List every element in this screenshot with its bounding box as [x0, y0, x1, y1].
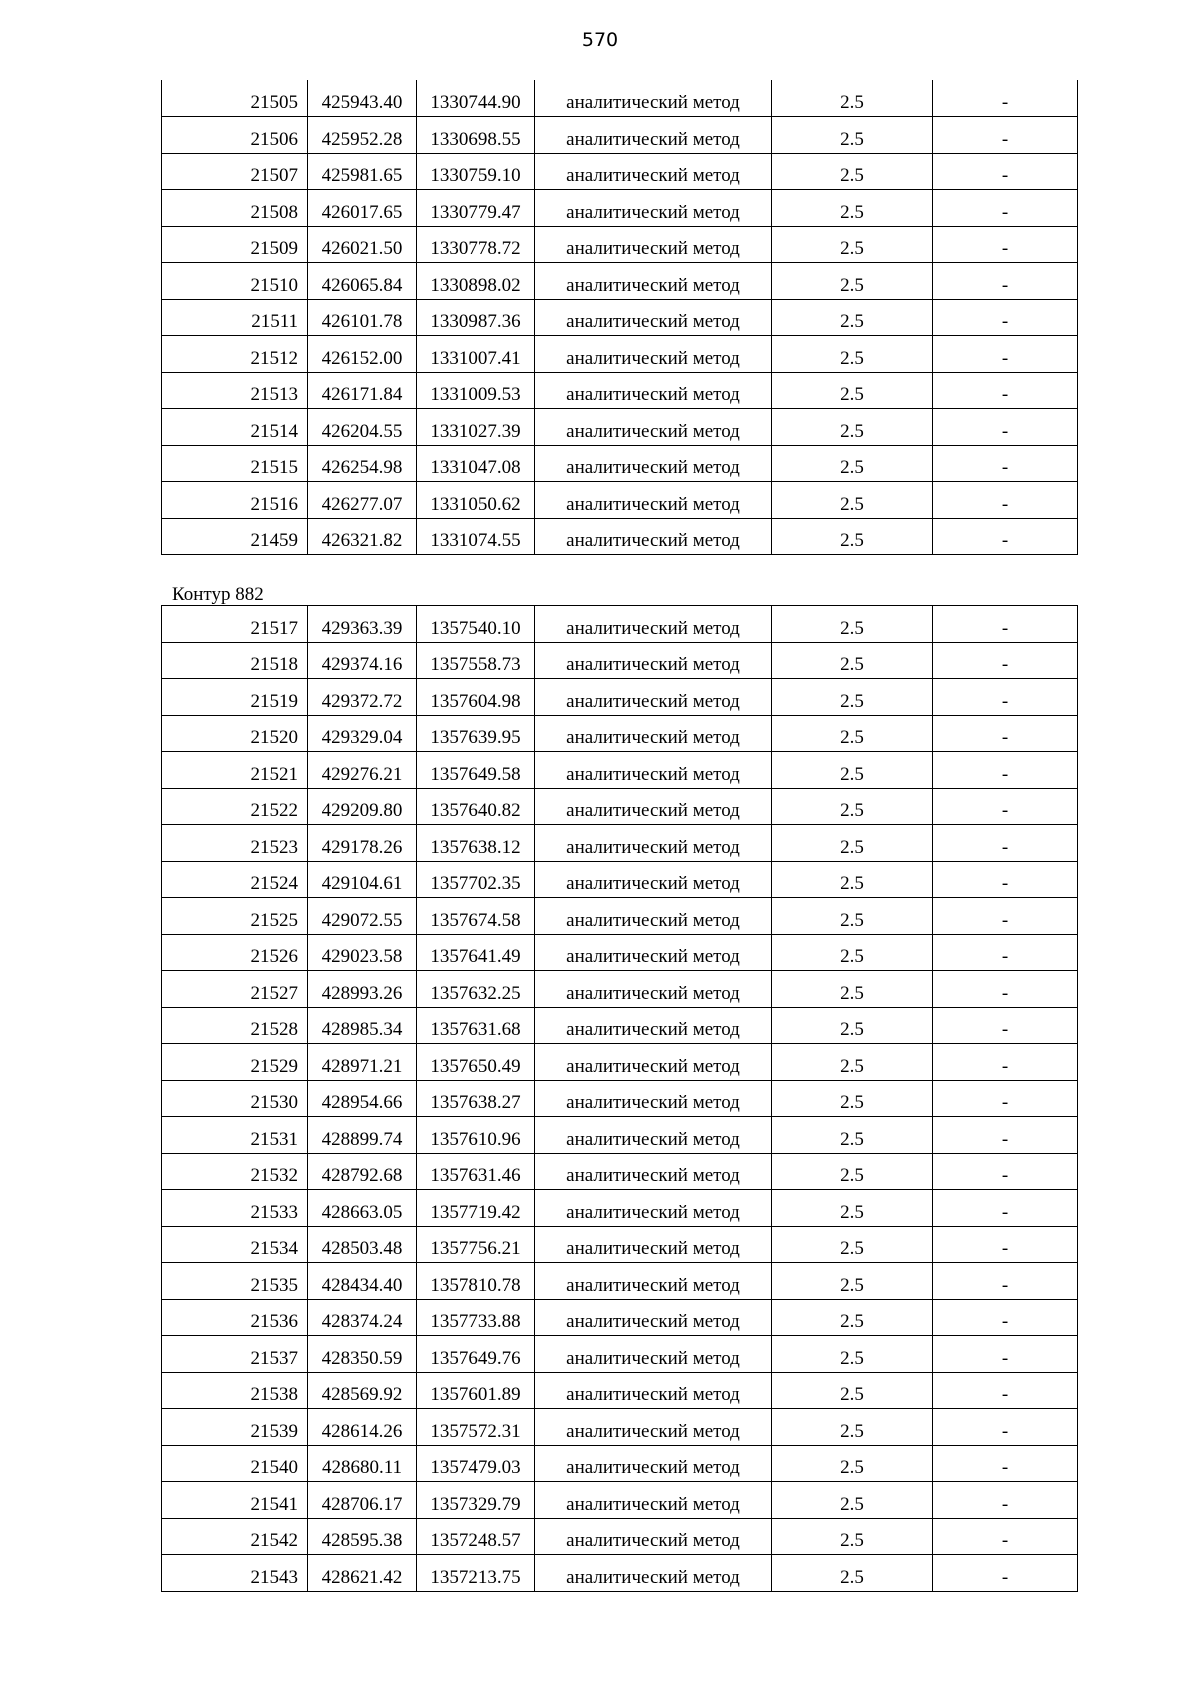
- table-row: [162, 372, 1078, 409]
- accuracy-cell: 2.5: [772, 861, 933, 898]
- coordinates-table-bottom-body: [162, 606, 1078, 1592]
- point-number-cell: 21537: [162, 1336, 308, 1373]
- table-row: [162, 1117, 1078, 1154]
- method-cell: аналитический метод: [535, 226, 772, 263]
- x-coordinate-cell: 428350.59: [308, 1336, 417, 1373]
- point-number-cell: 21515: [162, 445, 308, 482]
- point-number-cell: 21536: [162, 1299, 308, 1336]
- point-number-cell: 21531: [162, 1117, 308, 1154]
- method-cell: аналитический метод: [535, 861, 772, 898]
- x-coordinate-cell: 426065.84: [308, 263, 417, 300]
- accuracy-cell: 2.5: [772, 788, 933, 825]
- x-coordinate-cell: 426254.98: [308, 445, 417, 482]
- accuracy-cell: 2.5: [772, 825, 933, 862]
- point-number-cell: 21529: [162, 1044, 308, 1081]
- accuracy-cell: 2.5: [772, 715, 933, 752]
- table-row: [162, 445, 1078, 482]
- description-cell: -: [933, 445, 1078, 482]
- table-row: [162, 934, 1078, 971]
- x-coordinate-cell: 425981.65: [308, 153, 417, 190]
- x-coordinate-cell: 428614.26: [308, 1409, 417, 1446]
- point-number-cell: 21528: [162, 1007, 308, 1044]
- method-cell: аналитический метод: [535, 1007, 772, 1044]
- y-coordinate-cell: 1357649.76: [417, 1336, 535, 1373]
- method-cell: аналитический метод: [535, 80, 772, 117]
- accuracy-cell: 2.5: [772, 482, 933, 519]
- point-number-cell: 21510: [162, 263, 308, 300]
- description-cell: -: [933, 1263, 1078, 1300]
- x-coordinate-cell: 428971.21: [308, 1044, 417, 1081]
- table-row: [162, 409, 1078, 446]
- y-coordinate-cell: 1331027.39: [417, 409, 535, 446]
- y-coordinate-cell: 1330898.02: [417, 263, 535, 300]
- method-cell: аналитический метод: [535, 1044, 772, 1081]
- accuracy-cell: 2.5: [772, 1226, 933, 1263]
- y-coordinate-cell: 1357649.58: [417, 752, 535, 789]
- table-row: [162, 1044, 1078, 1081]
- point-number-cell: 21522: [162, 788, 308, 825]
- description-cell: -: [933, 1299, 1078, 1336]
- method-cell: аналитический метод: [535, 190, 772, 227]
- accuracy-cell: 2.5: [772, 299, 933, 336]
- method-cell: аналитический метод: [535, 971, 772, 1008]
- x-coordinate-cell: 428503.48: [308, 1226, 417, 1263]
- x-coordinate-cell: 426101.78: [308, 299, 417, 336]
- y-coordinate-cell: 1357213.75: [417, 1555, 535, 1592]
- point-number-cell: 21512: [162, 336, 308, 373]
- table-row: [162, 971, 1078, 1008]
- description-cell: -: [933, 1226, 1078, 1263]
- table-row: [162, 1153, 1078, 1190]
- method-cell: аналитический метод: [535, 1190, 772, 1227]
- description-cell: -: [933, 1153, 1078, 1190]
- table-row: [162, 715, 1078, 752]
- accuracy-cell: 2.5: [772, 1190, 933, 1227]
- x-coordinate-cell: 428985.34: [308, 1007, 417, 1044]
- table-row: [162, 190, 1078, 227]
- method-cell: аналитический метод: [535, 1299, 772, 1336]
- description-cell: -: [933, 1518, 1078, 1555]
- accuracy-cell: 2.5: [772, 679, 933, 716]
- x-coordinate-cell: 429178.26: [308, 825, 417, 862]
- coordinates-table-top: [161, 80, 1078, 555]
- point-number-cell: 21509: [162, 226, 308, 263]
- y-coordinate-cell: 1357640.82: [417, 788, 535, 825]
- accuracy-cell: 2.5: [772, 1263, 933, 1300]
- accuracy-cell: 2.5: [772, 1372, 933, 1409]
- description-cell: -: [933, 226, 1078, 263]
- table-row: [162, 518, 1078, 555]
- x-coordinate-cell: 428434.40: [308, 1263, 417, 1300]
- point-number-cell: 21520: [162, 715, 308, 752]
- description-cell: -: [933, 518, 1078, 555]
- method-cell: аналитический метод: [535, 1445, 772, 1482]
- accuracy-cell: 2.5: [772, 1336, 933, 1373]
- description-cell: -: [933, 263, 1078, 300]
- accuracy-cell: 2.5: [772, 117, 933, 154]
- method-cell: аналитический метод: [535, 1336, 772, 1373]
- x-coordinate-cell: 426171.84: [308, 372, 417, 409]
- y-coordinate-cell: 1357572.31: [417, 1409, 535, 1446]
- point-number-cell: 21533: [162, 1190, 308, 1227]
- method-cell: аналитический метод: [535, 1555, 772, 1592]
- table-row: [162, 1007, 1078, 1044]
- y-coordinate-cell: 1357631.46: [417, 1153, 535, 1190]
- accuracy-cell: 2.5: [772, 752, 933, 789]
- table-row: [162, 788, 1078, 825]
- method-cell: аналитический метод: [535, 445, 772, 482]
- point-number-cell: 21513: [162, 372, 308, 409]
- description-cell: -: [933, 642, 1078, 679]
- y-coordinate-cell: 1357719.42: [417, 1190, 535, 1227]
- table-row: [162, 1482, 1078, 1519]
- table-row: [162, 117, 1078, 154]
- page-number: 570: [581, 29, 619, 51]
- accuracy-cell: 2.5: [772, 1044, 933, 1081]
- method-cell: аналитический метод: [535, 1226, 772, 1263]
- point-number-cell: 21526: [162, 934, 308, 971]
- method-cell: аналитический метод: [535, 825, 772, 862]
- point-number-cell: 21511: [162, 299, 308, 336]
- description-cell: -: [933, 1044, 1078, 1081]
- x-coordinate-cell: 426277.07: [308, 482, 417, 519]
- y-coordinate-cell: 1357540.10: [417, 606, 535, 643]
- point-number-cell: 21505: [162, 80, 308, 117]
- description-cell: -: [933, 1372, 1078, 1409]
- x-coordinate-cell: 429329.04: [308, 715, 417, 752]
- point-number-cell: 21527: [162, 971, 308, 1008]
- x-coordinate-cell: 426152.00: [308, 336, 417, 373]
- x-coordinate-cell: 425943.40: [308, 80, 417, 117]
- table-row: [162, 1555, 1078, 1592]
- method-cell: аналитический метод: [535, 1117, 772, 1154]
- point-number-cell: 21523: [162, 825, 308, 862]
- description-cell: -: [933, 752, 1078, 789]
- table-row: [162, 606, 1078, 643]
- method-cell: аналитический метод: [535, 1409, 772, 1446]
- x-coordinate-cell: 429372.72: [308, 679, 417, 716]
- method-cell: аналитический метод: [535, 263, 772, 300]
- table-row: [162, 263, 1078, 300]
- description-cell: -: [933, 372, 1078, 409]
- y-coordinate-cell: 1331009.53: [417, 372, 535, 409]
- description-cell: -: [933, 80, 1078, 117]
- table-row: [162, 1263, 1078, 1300]
- description-cell: -: [933, 715, 1078, 752]
- table-row: [162, 642, 1078, 679]
- y-coordinate-cell: 1357639.95: [417, 715, 535, 752]
- y-coordinate-cell: 1330779.47: [417, 190, 535, 227]
- point-number-cell: 21539: [162, 1409, 308, 1446]
- method-cell: аналитический метод: [535, 336, 772, 373]
- y-coordinate-cell: 1357558.73: [417, 642, 535, 679]
- description-cell: -: [933, 482, 1078, 519]
- section-label: Контур 882: [172, 584, 264, 605]
- y-coordinate-cell: 1357756.21: [417, 1226, 535, 1263]
- method-cell: аналитический метод: [535, 1153, 772, 1190]
- y-coordinate-cell: 1357641.49: [417, 934, 535, 971]
- point-number-cell: 21519: [162, 679, 308, 716]
- x-coordinate-cell: 429072.55: [308, 898, 417, 935]
- point-number-cell: 21535: [162, 1263, 308, 1300]
- y-coordinate-cell: 1330744.90: [417, 80, 535, 117]
- description-cell: -: [933, 117, 1078, 154]
- description-cell: -: [933, 1117, 1078, 1154]
- method-cell: аналитический метод: [535, 518, 772, 555]
- method-cell: аналитический метод: [535, 788, 772, 825]
- x-coordinate-cell: 428621.42: [308, 1555, 417, 1592]
- x-coordinate-cell: 429374.16: [308, 642, 417, 679]
- y-coordinate-cell: 1357650.49: [417, 1044, 535, 1081]
- x-coordinate-cell: 425952.28: [308, 117, 417, 154]
- x-coordinate-cell: 428993.26: [308, 971, 417, 1008]
- y-coordinate-cell: 1357604.98: [417, 679, 535, 716]
- x-coordinate-cell: 428595.38: [308, 1518, 417, 1555]
- accuracy-cell: 2.5: [772, 80, 933, 117]
- description-cell: -: [933, 409, 1078, 446]
- accuracy-cell: 2.5: [772, 971, 933, 1008]
- table-row: [162, 299, 1078, 336]
- y-coordinate-cell: 1357631.68: [417, 1007, 535, 1044]
- y-coordinate-cell: 1357329.79: [417, 1482, 535, 1519]
- description-cell: -: [933, 825, 1078, 862]
- method-cell: аналитический метод: [535, 409, 772, 446]
- x-coordinate-cell: 428569.92: [308, 1372, 417, 1409]
- x-coordinate-cell: 429023.58: [308, 934, 417, 971]
- y-coordinate-cell: 1330778.72: [417, 226, 535, 263]
- x-coordinate-cell: 429363.39: [308, 606, 417, 643]
- table-row: [162, 1226, 1078, 1263]
- point-number-cell: 21517: [162, 606, 308, 643]
- point-number-cell: 21521: [162, 752, 308, 789]
- x-coordinate-cell: 428899.74: [308, 1117, 417, 1154]
- x-coordinate-cell: 429209.80: [308, 788, 417, 825]
- method-cell: аналитический метод: [535, 1080, 772, 1117]
- table-row: [162, 1372, 1078, 1409]
- x-coordinate-cell: 426204.55: [308, 409, 417, 446]
- y-coordinate-cell: 1331074.55: [417, 518, 535, 555]
- y-coordinate-cell: 1330987.36: [417, 299, 535, 336]
- y-coordinate-cell: 1331047.08: [417, 445, 535, 482]
- description-cell: -: [933, 1080, 1078, 1117]
- method-cell: аналитический метод: [535, 606, 772, 643]
- table-row: [162, 1409, 1078, 1446]
- method-cell: аналитический метод: [535, 1372, 772, 1409]
- description-cell: -: [933, 299, 1078, 336]
- y-coordinate-cell: 1357702.35: [417, 861, 535, 898]
- table-row: [162, 482, 1078, 519]
- description-cell: -: [933, 336, 1078, 373]
- point-number-cell: 21518: [162, 642, 308, 679]
- y-coordinate-cell: 1330698.55: [417, 117, 535, 154]
- point-number-cell: 21507: [162, 153, 308, 190]
- point-number-cell: 21534: [162, 1226, 308, 1263]
- method-cell: аналитический метод: [535, 372, 772, 409]
- y-coordinate-cell: 1331007.41: [417, 336, 535, 373]
- y-coordinate-cell: 1357610.96: [417, 1117, 535, 1154]
- y-coordinate-cell: 1357479.03: [417, 1445, 535, 1482]
- method-cell: аналитический метод: [535, 1482, 772, 1519]
- method-cell: аналитический метод: [535, 1263, 772, 1300]
- point-number-cell: 21541: [162, 1482, 308, 1519]
- x-coordinate-cell: 426021.50: [308, 226, 417, 263]
- method-cell: аналитический метод: [535, 898, 772, 935]
- description-cell: -: [933, 1336, 1078, 1373]
- table-row: [162, 861, 1078, 898]
- table-row: [162, 679, 1078, 716]
- accuracy-cell: 2.5: [772, 1482, 933, 1519]
- method-cell: аналитический метод: [535, 1518, 772, 1555]
- y-coordinate-cell: 1357674.58: [417, 898, 535, 935]
- accuracy-cell: 2.5: [772, 336, 933, 373]
- y-coordinate-cell: 1357810.78: [417, 1263, 535, 1300]
- point-number-cell: 21506: [162, 117, 308, 154]
- accuracy-cell: 2.5: [772, 372, 933, 409]
- y-coordinate-cell: 1330759.10: [417, 153, 535, 190]
- point-number-cell: 21525: [162, 898, 308, 935]
- description-cell: -: [933, 788, 1078, 825]
- x-coordinate-cell: 426017.65: [308, 190, 417, 227]
- accuracy-cell: 2.5: [772, 1117, 933, 1154]
- description-cell: -: [933, 861, 1078, 898]
- description-cell: -: [933, 1007, 1078, 1044]
- method-cell: аналитический метод: [535, 299, 772, 336]
- method-cell: аналитический метод: [535, 642, 772, 679]
- description-cell: -: [933, 1445, 1078, 1482]
- accuracy-cell: 2.5: [772, 445, 933, 482]
- accuracy-cell: 2.5: [772, 1153, 933, 1190]
- table-row: [162, 336, 1078, 373]
- description-cell: -: [933, 1409, 1078, 1446]
- point-number-cell: 21530: [162, 1080, 308, 1117]
- point-number-cell: 21459: [162, 518, 308, 555]
- method-cell: аналитический метод: [535, 482, 772, 519]
- accuracy-cell: 2.5: [772, 1518, 933, 1555]
- method-cell: аналитический метод: [535, 117, 772, 154]
- accuracy-cell: 2.5: [772, 642, 933, 679]
- table-row: [162, 153, 1078, 190]
- point-number-cell: 21508: [162, 190, 308, 227]
- table-row: [162, 752, 1078, 789]
- point-number-cell: 21532: [162, 1153, 308, 1190]
- y-coordinate-cell: 1357733.88: [417, 1299, 535, 1336]
- accuracy-cell: 2.5: [772, 518, 933, 555]
- table-row: [162, 1336, 1078, 1373]
- x-coordinate-cell: 428954.66: [308, 1080, 417, 1117]
- description-cell: -: [933, 679, 1078, 716]
- method-cell: аналитический метод: [535, 752, 772, 789]
- accuracy-cell: 2.5: [772, 934, 933, 971]
- accuracy-cell: 2.5: [772, 1299, 933, 1336]
- method-cell: аналитический метод: [535, 153, 772, 190]
- table-row: [162, 1080, 1078, 1117]
- point-number-cell: 21543: [162, 1555, 308, 1592]
- y-coordinate-cell: 1357632.25: [417, 971, 535, 1008]
- point-number-cell: 21516: [162, 482, 308, 519]
- point-number-cell: 21542: [162, 1518, 308, 1555]
- y-coordinate-cell: 1357638.12: [417, 825, 535, 862]
- x-coordinate-cell: 428663.05: [308, 1190, 417, 1227]
- y-coordinate-cell: 1357601.89: [417, 1372, 535, 1409]
- description-cell: -: [933, 606, 1078, 643]
- accuracy-cell: 2.5: [772, 1007, 933, 1044]
- accuracy-cell: 2.5: [772, 153, 933, 190]
- point-number-cell: 21540: [162, 1445, 308, 1482]
- description-cell: -: [933, 971, 1078, 1008]
- x-coordinate-cell: 428792.68: [308, 1153, 417, 1190]
- y-coordinate-cell: 1331050.62: [417, 482, 535, 519]
- table-row: [162, 80, 1078, 117]
- y-coordinate-cell: 1357638.27: [417, 1080, 535, 1117]
- x-coordinate-cell: 429276.21: [308, 752, 417, 789]
- x-coordinate-cell: 426321.82: [308, 518, 417, 555]
- method-cell: аналитический метод: [535, 934, 772, 971]
- table-row: [162, 1190, 1078, 1227]
- description-cell: -: [933, 1190, 1078, 1227]
- description-cell: -: [933, 1555, 1078, 1592]
- x-coordinate-cell: 429104.61: [308, 861, 417, 898]
- table-row: [162, 1518, 1078, 1555]
- accuracy-cell: 2.5: [772, 190, 933, 227]
- description-cell: -: [933, 898, 1078, 935]
- point-number-cell: 21538: [162, 1372, 308, 1409]
- method-cell: аналитический метод: [535, 679, 772, 716]
- accuracy-cell: 2.5: [772, 606, 933, 643]
- description-cell: -: [933, 153, 1078, 190]
- table-row: [162, 1299, 1078, 1336]
- accuracy-cell: 2.5: [772, 1409, 933, 1446]
- accuracy-cell: 2.5: [772, 409, 933, 446]
- description-cell: -: [933, 1482, 1078, 1519]
- coordinates-table-bottom: [161, 605, 1078, 1592]
- accuracy-cell: 2.5: [772, 1555, 933, 1592]
- x-coordinate-cell: 428374.24: [308, 1299, 417, 1336]
- description-cell: -: [933, 934, 1078, 971]
- accuracy-cell: 2.5: [772, 1080, 933, 1117]
- x-coordinate-cell: 428680.11: [308, 1445, 417, 1482]
- accuracy-cell: 2.5: [772, 226, 933, 263]
- accuracy-cell: 2.5: [772, 898, 933, 935]
- table-row: [162, 898, 1078, 935]
- table-row: [162, 1445, 1078, 1482]
- accuracy-cell: 2.5: [772, 263, 933, 300]
- accuracy-cell: 2.5: [772, 1445, 933, 1482]
- table-row: [162, 825, 1078, 862]
- coordinates-table-top-body: [162, 80, 1078, 555]
- point-number-cell: 21514: [162, 409, 308, 446]
- method-cell: аналитический метод: [535, 715, 772, 752]
- x-coordinate-cell: 428706.17: [308, 1482, 417, 1519]
- y-coordinate-cell: 1357248.57: [417, 1518, 535, 1555]
- table-row: [162, 226, 1078, 263]
- description-cell: -: [933, 190, 1078, 227]
- point-number-cell: 21524: [162, 861, 308, 898]
